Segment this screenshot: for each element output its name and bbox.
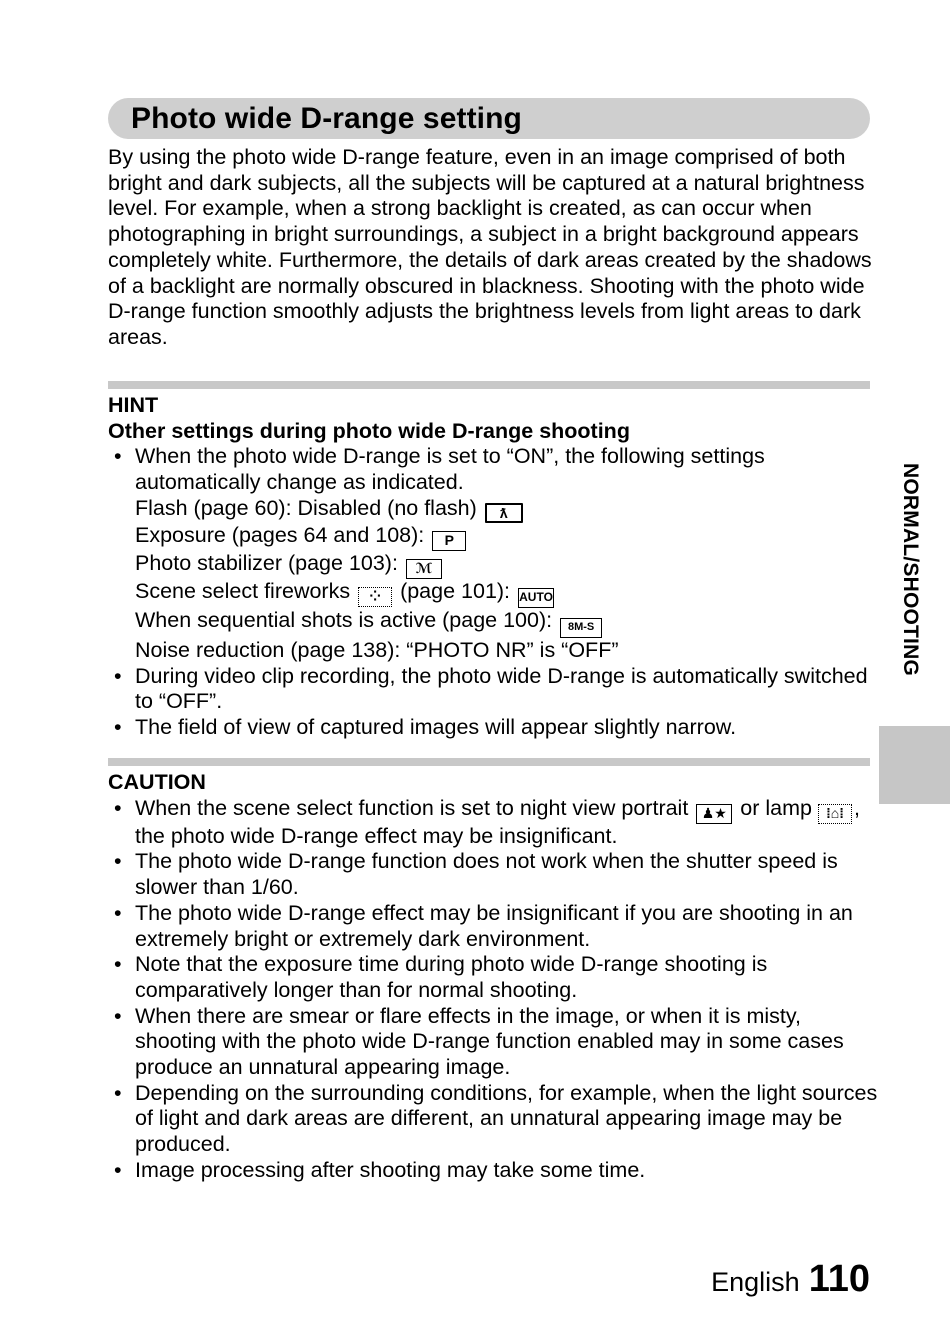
list-item: • Image processing after shooting may take some time. bbox=[108, 1158, 878, 1184]
sequential-text: When sequential shots is active (page 100): bbox=[135, 607, 553, 632]
fireworks-line bbox=[135, 579, 878, 608]
sequential-shots-icon: 8M-S bbox=[560, 618, 602, 638]
list-item: • The field of view of captured images will appear slightly narrow. bbox=[108, 715, 878, 741]
list-item: • When there are smear or flare effects in the image, or when it is misty, shooting with the photo wide D-range function enabled may in some cases produce an unnatural appearing image. bbox=[108, 1004, 878, 1081]
list-item: • Note that the exposure time during photo wide D-range shooting is comparatively longer than for normal shooting. bbox=[108, 952, 878, 1003]
stabilizer-text: Photo stabilizer (page 103): bbox=[135, 550, 398, 575]
program-exposure-icon: P bbox=[432, 531, 466, 551]
hint-subheading: Other settings during photo wide D-range shooting bbox=[108, 418, 630, 443]
hint-divider bbox=[108, 381, 870, 389]
noise-reduction-line: Noise reduction (page 138): “PHOTO NR” is “OFF” bbox=[135, 637, 619, 662]
page-title: Photo wide D-range setting bbox=[131, 101, 522, 135]
footer-language: English bbox=[711, 1267, 800, 1297]
list-item bbox=[108, 796, 878, 850]
stabilizer-off-icon: ℳ bbox=[406, 559, 442, 579]
intro-section bbox=[108, 145, 878, 351]
list-item: • Depending on the surrounding conditions, for example, when the light sources of light and dark areas are different, an unnatural appearing image may be produced. bbox=[108, 1081, 878, 1158]
flash-text: Flash (page 60): Disabled (no flash) bbox=[135, 495, 477, 520]
no-flash-icon: ƛ bbox=[485, 503, 523, 523]
auto-icon: AUTO bbox=[518, 588, 554, 608]
list-item: • The photo wide D-range function does not work when the shutter speed is slower than 1/60. bbox=[108, 849, 878, 900]
hint-label: HINT bbox=[108, 393, 159, 417]
fireworks-page: (page 101): bbox=[400, 578, 511, 603]
hint-list bbox=[108, 444, 878, 740]
page-number: 110 bbox=[808, 1258, 870, 1300]
caution-divider bbox=[108, 758, 870, 766]
caution-b1-part3: , the photo wide D-range effect may be insignificant. bbox=[135, 795, 860, 848]
exposure-text: Exposure (pages 64 and 108): bbox=[135, 522, 425, 547]
caution-list bbox=[108, 796, 878, 1184]
fireworks-text: Scene select fireworks bbox=[135, 578, 351, 603]
caution-b1-part1: When the scene select function is set to night view portrait bbox=[135, 795, 689, 820]
list-item: • The photo wide D-range effect may be insignificant if you are shooting in an extremely bright or extremely dark environment. bbox=[108, 901, 878, 952]
section-side-label: NORMAL/SHOOTING bbox=[899, 463, 922, 676]
night-portrait-icon: ♟★ bbox=[696, 804, 732, 824]
hint-bullet1-intro: • When the photo wide D-range is set to “ON”, the following settings automatically change as indicated. bbox=[135, 444, 765, 495]
intro-paragraph: By using the photo wide D-range feature, even in an image comprised of both bright and dark subjects, all the subjects will be captured at a natural brightness level. For example, when a strong backlight is created, as can occur when photographing in bright surroundings, a subject in a bright background appears completely white. Furthermore, the details of dark areas created by the shadows of a backlight are normally obscured in blackness. Shooting with the photo wide D-range function smoothly adjusts the brightness levels from light areas to dark areas. bbox=[108, 145, 872, 349]
page-footer bbox=[711, 1258, 870, 1301]
title-bar bbox=[108, 98, 870, 139]
list-item bbox=[108, 444, 878, 663]
caution-b1-part2: or lamp bbox=[740, 795, 812, 820]
section-side-tab bbox=[879, 726, 950, 804]
exposure-line bbox=[135, 523, 878, 551]
list-item: • During video clip recording, the photo wide D-range is automatically switched to “OFF”. bbox=[108, 664, 878, 715]
sequential-line bbox=[135, 608, 878, 638]
caution-section bbox=[108, 770, 878, 1184]
fireworks-icon: ⁘ bbox=[358, 587, 392, 607]
stabilizer-line bbox=[135, 551, 878, 579]
caution-label: CAUTION bbox=[108, 770, 206, 794]
lamp-icon: ⁞⌂⁞ bbox=[818, 804, 852, 824]
flash-line bbox=[135, 496, 878, 523]
hint-section bbox=[108, 393, 878, 741]
